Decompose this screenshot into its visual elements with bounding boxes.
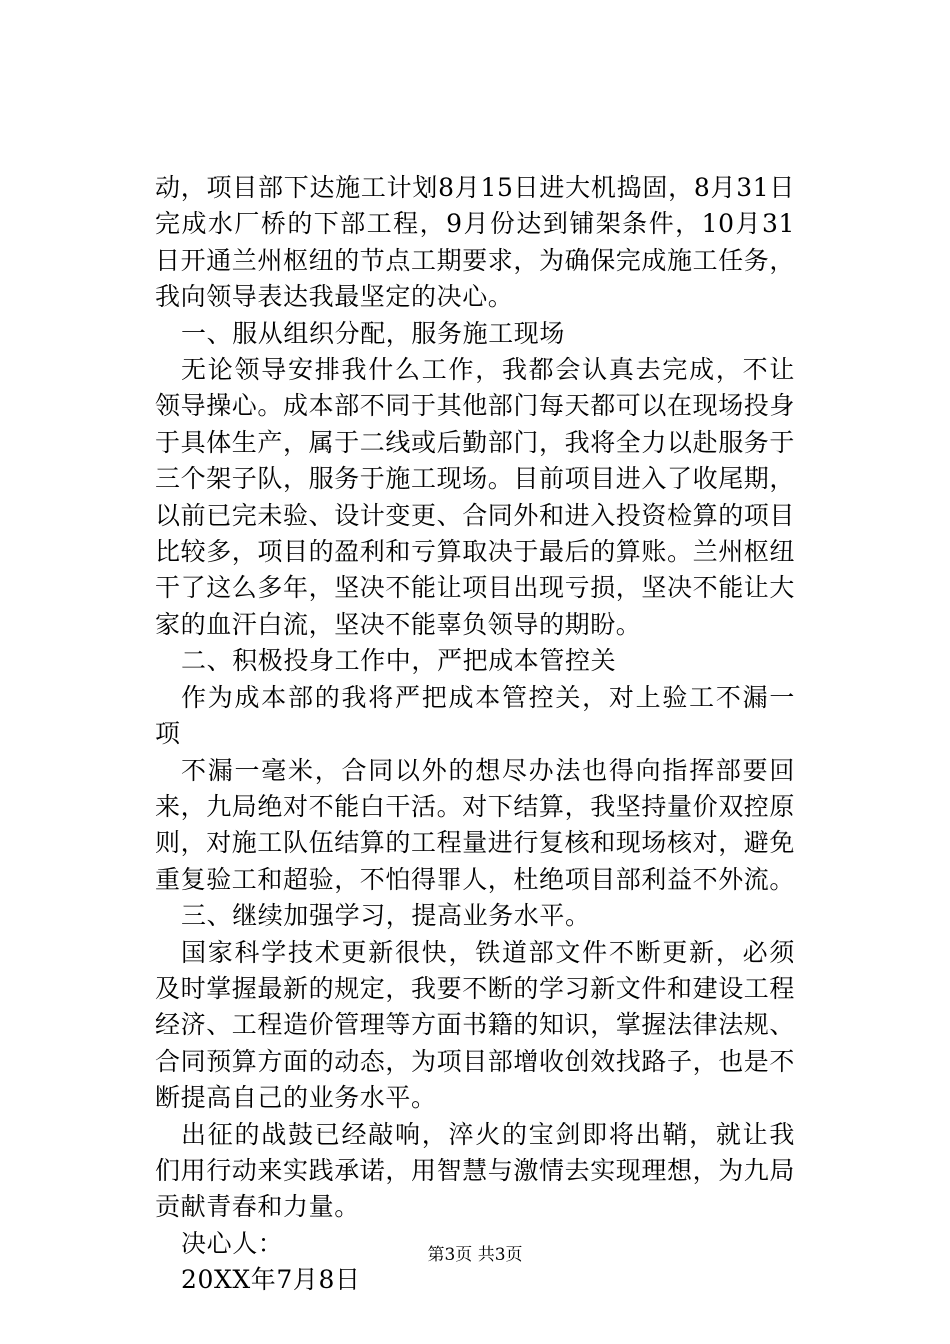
section-heading-2: 二、积极投身工作中，严把成本管控关: [181, 646, 617, 676]
paragraph-section-2a: 作为成本部的我将严把成本管控关，对上验工不漏一项: [155, 682, 795, 749]
paragraph-section-1: 无论领导安排我什么工作，我都会认真去完成，不让领导操心。成本部不同于其他部门每天都可以在现场投身于具体生产，属于二线或后勤部门，我将全力以赴服务于三个架子队，服务于施工现场。目前项目进入了收尾期，以前已完未验、设计变更、合同外和进入投资检算的项目比较多，项目的盈利和亏算取决于最后的算账。兰州枢纽干了这么多年，坚决不能让项目出现亏损，坚决不能让大家的血汗白流，坚决不能辜负领导的期盼。: [155, 355, 796, 639]
section-heading-3: 三、继续加强学习，提高业务水平。: [181, 901, 591, 931]
paragraph-section-2b: 不漏一毫米，合同以外的想尽办法也得向指挥部要回来，九局绝对不能白干活。对下结算，我坚持量价双控原则，对施工队伍结算的工程量进行复核和现场核对，避免重复验工和超验，不怕得罪人，杜绝项目部利益不外流。: [155, 755, 796, 894]
signature-date: 20XX年7月8日: [181, 1265, 361, 1295]
paragraph-closing: 出征的战鼓已经敲响，淬火的宝剑即将出鞘，就让我们用行动来实践承诺，用智慧与激情去实现理想，为九局贡献青春和力量。: [155, 1119, 796, 1222]
section-heading-1: 一、服从组织分配，服务施工现场: [181, 318, 566, 348]
paragraph-intro: 动，项目部下达施工计划8月15日进大机捣固，8月31日完成水厂桥的下部工程，9月份达到铺架条件，10月31日开通兰州枢纽的节点工期要求，为确保完成施工任务，我向领导表达我最坚定的决心。: [155, 173, 796, 312]
page-footer: 第3页 共3页: [427, 1245, 523, 1265]
paragraph-section-3: 国家科学技术更新很快，铁道部文件不断更新，必须及时掌握最新的规定，我要不断的学习新文件和建设工程经济、工程造价管理等方面书籍的知识，掌握法律法规、合同预算方面的动态，为项目部增收创效找路子，也是不断提高自己的业务水平。: [155, 937, 796, 1113]
signature-label: 决心人：: [181, 1228, 284, 1258]
document-body: [155, 170, 795, 1299]
